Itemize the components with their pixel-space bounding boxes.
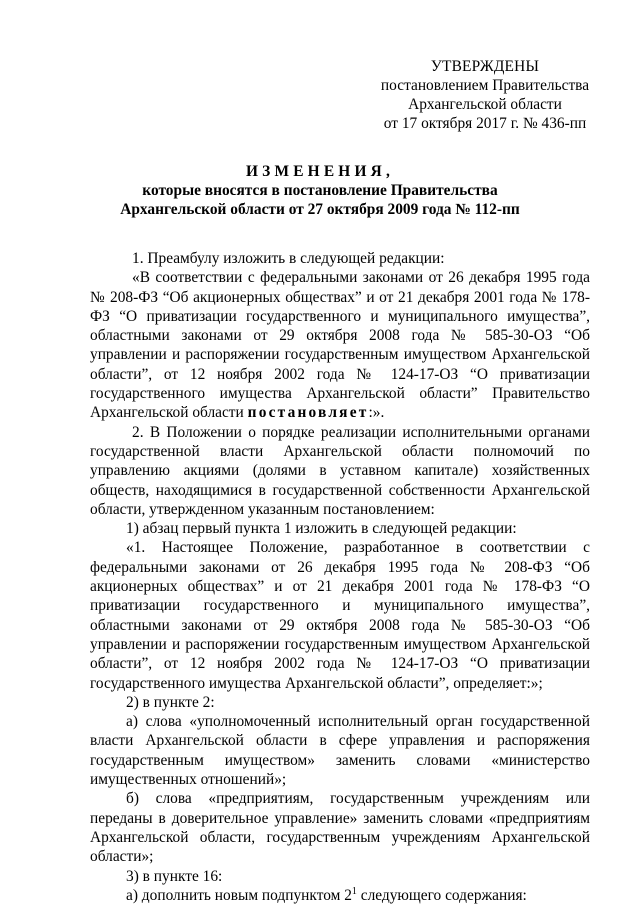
subitem-3: 3) в пункте 16:	[126, 867, 223, 885]
preamble-tail: :».	[368, 404, 385, 422]
subitem-2a: а) слова «уполномоченный исполнительный орган государственной власти Архангельской области в сфере управления и распоряжения государственным имуществом» заменить словами «министерство имущественных отношений»;	[90, 713, 590, 789]
approval-line-3: от 17 октября 2017 г. № 436-пп	[383, 115, 587, 132]
title-line-3: Архангельской области от 27 октября 2009 года № 112-пп	[120, 201, 520, 218]
subitem-1-text: «1. Настоящее Положение, разработанное в соответствии с федеральными законами от 26 декабря 1995 года № 208-ФЗ “Об акционерных обществах” и от 21 декабря 2001 года № 178-ФЗ “О приватизации государственного и муниципального имущества”, областными законами от 29 октября 2008 года № 585-30-ОЗ “Об управлении и распоряжении государственным имуществом Архангельской области”, от 12 ноября 2002 года № 124-17-ОЗ “О приватизации государственного имущества Архангельской области”, определяет:»;	[90, 539, 590, 692]
preamble-keyword: постановляет	[247, 404, 369, 422]
subitem-2: 2) в пункте 2:	[126, 693, 215, 711]
approval-line-1: постановлением Правительства	[380, 77, 590, 94]
item-1: 1. Преамбулу изложить в следующей редакции:	[132, 250, 445, 267]
subitem-3a-pre: а) дополнить новым подпунктом 2	[126, 886, 352, 904]
approval-block	[380, 57, 590, 133]
subitem-2b: б) слова «предприятиям, государственным учреждениям или переданы в доверительное управление» заменить словами «предприятиям Архангельской области, государственным учреждениям Архангельской области»;	[90, 790, 590, 866]
title-line-2: которые вносятся в постановление Правительства	[142, 182, 498, 199]
preamble-start: «В соответствии с федеральными законами от 26 декабря 1995 года № 208-ФЗ “Об акционерных обществах” и от 21 декабря 2001 года № 178-ФЗ “О приватизации государственного и муниципального имущества”, областными законами от 29 октября 2008 года № 585-30-ОЗ “Об управлении и распоряжении государственным имуществом Архангельской области”, от 12 ноября 2002 года № 124-17-ОЗ “О приватизации государственного имущества Архангельской области” Правительство Архангельской области	[90, 269, 590, 422]
title-word: ИЗМЕНЕНИЯ,	[245, 163, 395, 180]
subitem-3a	[90, 886, 590, 905]
approval-heading: УТВЕРЖДЕНЫ	[430, 58, 540, 75]
subitem-3a-sup: 1	[351, 885, 357, 897]
approval-line-2: Архангельской области	[408, 96, 562, 113]
subitem-1: 1) абзац первый пункта 1 изложить в следующей редакции:	[126, 520, 517, 538]
document-title	[90, 162, 550, 219]
subitem-3a-post: следующего содержания:	[356, 886, 527, 904]
preamble-text	[90, 268, 590, 422]
document-body	[90, 249, 590, 905]
item-2: 2. В Положении о порядке реализации исполнительными органами государственной власти Архангельской области полномочий по управлению акциями (долями в уставном капитале) хозяйственных обществ, находящимися в государственной собственности Архангельской области, утвержденном указанным постановлением:	[90, 423, 590, 518]
